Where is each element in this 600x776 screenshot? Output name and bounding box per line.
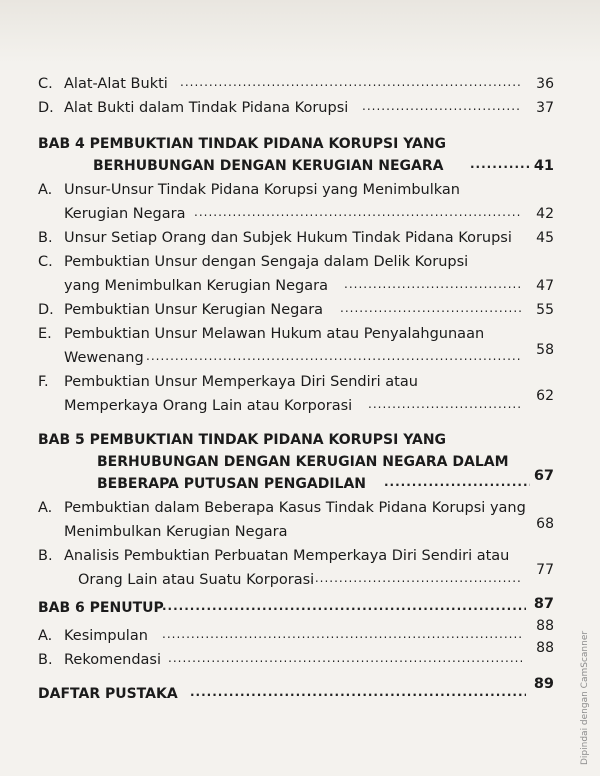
toc-entry-title-cont: Wewenang	[64, 350, 144, 366]
scanner-watermark: Dipindai dengan CamScanner	[580, 630, 590, 765]
chapter-title-cont: BERHUBUNGAN DENGAN KERUGIAN NEGARA DALAM	[97, 454, 509, 470]
bibliography-title: DAFTAR PUSTAKA	[38, 686, 178, 702]
toc-entry-title: Pembuktian Unsur dengan Sengaja dalam Delik Korupsi	[64, 254, 469, 270]
page-number: 88	[536, 618, 554, 634]
page-number: 67	[533, 468, 554, 484]
toc-entry-title-cont: Orang Lain atau Suatu Korporasi	[78, 572, 315, 588]
toc-entry-letter: B.	[38, 548, 53, 564]
dot-leader	[194, 202, 522, 222]
dot-leader	[168, 648, 522, 668]
page-number: 47	[536, 278, 554, 294]
dot-leader	[368, 394, 522, 414]
toc-entry-letter: E.	[38, 326, 52, 342]
toc-entry-title: Kesimpulan	[64, 628, 148, 644]
page-number: 55	[536, 302, 554, 318]
toc-entry-title-cont: yang Menimbulkan Kerugian Negara	[64, 278, 328, 294]
toc-entry-letter: D.	[38, 302, 54, 318]
page-top-shadow	[0, 0, 600, 64]
chapter-title-cont: BERHUBUNGAN DENGAN KERUGIAN NEGARA	[93, 158, 444, 174]
toc-entry-letter: C.	[38, 254, 53, 270]
dot-leader	[384, 472, 530, 492]
page-number: 87	[533, 596, 554, 612]
toc-entry-title: Rekomendasi	[64, 652, 162, 668]
toc-entry-title-cont: Memperkaya Orang Lain atau Korporasi	[64, 398, 353, 414]
toc-entry-title: Pembuktian Unsur Melawan Hukum atau Penyalahgunaan	[64, 326, 485, 342]
page-number: 36	[536, 76, 554, 92]
toc-entry-letter: C.	[38, 76, 53, 92]
toc-entry-title: Unsur Setiap Orang dan Subjek Hukum Tindak Pidana Korupsi	[64, 230, 512, 246]
page-number: 42	[536, 206, 554, 222]
toc-entry-letter: A.	[38, 500, 53, 516]
toc-entry-title: Pembuktian dalam Beberapa Kasus Tindak Pidana Korupsi yang	[64, 500, 526, 516]
toc-entry-letter: F.	[38, 374, 49, 390]
page-number: 41	[533, 158, 554, 174]
toc-entry-letter: B.	[38, 230, 53, 246]
chapter-title: BAB 4 PEMBUKTIAN TINDAK PIDANA KORUPSI YANG	[38, 136, 447, 152]
page-number: 88	[536, 640, 554, 656]
toc-entry-title-cont: Kerugian Negara	[64, 206, 186, 222]
page-number: 45	[536, 230, 554, 246]
page-number: 37	[536, 100, 554, 116]
toc-entry-title: Alat Bukti dalam Tindak Pidana Korupsi	[64, 100, 349, 116]
dot-leader	[162, 596, 526, 616]
toc-entry-letter: A.	[38, 182, 53, 198]
dot-leader	[362, 96, 522, 116]
page-number: 62	[536, 388, 554, 404]
toc-entry-letter: A.	[38, 628, 53, 644]
toc-entry-title-cont: Menimbulkan Kerugian Negara	[64, 524, 288, 540]
chapter-title: BAB 6 PENUTUP	[38, 600, 164, 616]
toc-entry-title: Pembuktian Unsur Memperkaya Diri Sendiri atau	[64, 374, 418, 390]
page-number: 77	[536, 562, 554, 578]
dot-leader	[344, 274, 522, 294]
dot-leader	[190, 682, 526, 702]
dot-leader	[162, 624, 522, 644]
toc-entry-letter: B.	[38, 652, 53, 668]
page-number: 89	[533, 676, 554, 692]
dot-leader	[340, 298, 522, 318]
toc-entry-letter: D.	[38, 100, 54, 116]
chapter-title-cont: BEBERAPA PUTUSAN PENGADILAN	[97, 476, 366, 492]
toc-entry-title: Pembuktian Unsur Kerugian Negara	[64, 302, 324, 318]
dot-leader	[180, 72, 522, 92]
dot-leader	[310, 568, 522, 588]
toc-entry-title: Unsur-Unsur Tindak Pidana Korupsi yang Menimbulkan	[64, 182, 460, 198]
toc-entry-title: Alat-Alat Bukti	[64, 76, 168, 92]
chapter-title: BAB 5 PEMBUKTIAN TINDAK PIDANA KORUPSI YANG	[38, 432, 447, 448]
dot-leader	[146, 346, 522, 366]
page-number: 58	[536, 342, 554, 358]
page-number: 68	[536, 516, 554, 532]
toc-entry-title: Analisis Pembuktian Perbuatan Memperkaya Diri Sendiri atau	[64, 548, 510, 564]
